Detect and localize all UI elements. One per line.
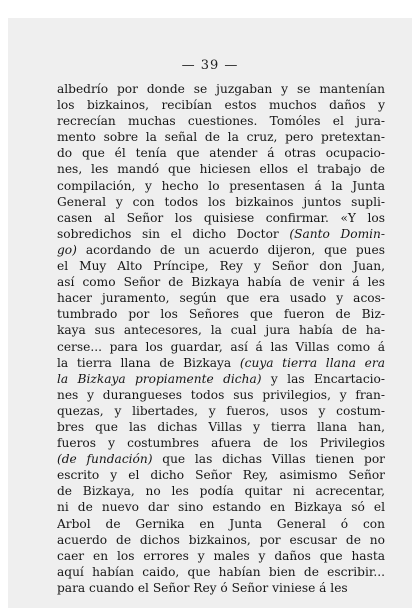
- text-line: [57, 290, 385, 306]
- text-segment: sobredichos sin el dicho Doctor: [57, 226, 290, 241]
- text-line: [57, 81, 385, 97]
- text-segment: el Muy Alto Príncipe, Rey y Señor don Juan,: [57, 259, 385, 274]
- text-line: [57, 403, 385, 419]
- text-segment: albedrío por donde se juzgaban y se mantenían: [57, 82, 385, 96]
- text-segment: aquí habían caido, que habían bien de escribir...: [57, 564, 385, 579]
- text-segment: bres que las dichas Villas y tierra llana han,: [57, 419, 385, 434]
- text-line: [57, 451, 385, 467]
- text-line: [57, 467, 385, 483]
- italic-text-segment: (cuya tierra llana era: [239, 355, 385, 370]
- text-line: [57, 178, 385, 194]
- text-line: [57, 499, 385, 515]
- text-line: [57, 419, 385, 435]
- text-segment: escrito y el dicho Señor Rey, asimismo Señor: [57, 468, 385, 483]
- text-line: [57, 532, 385, 548]
- text-line: [57, 435, 385, 451]
- text-line: [57, 322, 385, 338]
- text-line: [57, 226, 385, 242]
- text-segment: mento sobre la señal de la cruz, pero pretextan-: [57, 130, 385, 145]
- text-line: [57, 483, 385, 499]
- text-line: [57, 258, 385, 274]
- text-line: [57, 194, 385, 210]
- text-line: [57, 339, 385, 355]
- text-segment: cerse... para los guardar, así á las Villas como á: [57, 339, 385, 354]
- text-segment: ni de nuevo dar sino estando en Bizkaya só el: [57, 500, 385, 515]
- italic-text-segment: (de fundación): [57, 452, 153, 467]
- text-segment: fueros y costumbres afuera de los Privilegios: [57, 436, 385, 451]
- text-line: [57, 210, 385, 226]
- text-line: [57, 97, 385, 113]
- text-line: [57, 274, 385, 290]
- body-text: [57, 81, 385, 596]
- text-segment: nes, les mandó que hiciesen ellos el trabajo de: [57, 162, 385, 177]
- text-segment: nes y durangueses todos sus privilegios, y fran-: [57, 387, 385, 402]
- page-number: — 39 —: [181, 58, 239, 73]
- text-segment: General y con todos los bizkainos juntos supli-: [57, 194, 385, 209]
- text-segment: así como Señor de Bizkaya había de venir á les: [57, 275, 385, 290]
- text-segment: acordando de un acuerdo dijeron, que pues: [76, 242, 385, 257]
- text-line: [57, 161, 385, 177]
- text-segment: Arbol de Gernika en Junta General ó con: [57, 516, 385, 531]
- text-segment: kaya sus antecesores, la cual jura había de ha-: [57, 323, 385, 338]
- text-segment: do que él tenía que atender á otras ocupacio-: [57, 146, 385, 161]
- text-segment: la tierra llana de Bizkaya: [57, 355, 240, 370]
- text-segment: de Bizkaya, no les podía quitar ni acrecentar,: [57, 484, 385, 499]
- text-segment: que las dichas Villas tienen por: [152, 452, 385, 467]
- text-line: [57, 580, 385, 596]
- text-segment: hacer juramento, según que era usado y acos-: [57, 291, 385, 306]
- text-line: [57, 129, 385, 145]
- text-line: [57, 145, 385, 161]
- italic-text-segment: (Santo Domin-: [289, 226, 385, 241]
- text-line: [57, 387, 385, 403]
- book-page: [8, 18, 412, 608]
- italic-text-segment: go): [57, 242, 77, 257]
- text-segment: quezas, y libertades, y fueros, usos y costum-: [57, 403, 385, 418]
- text-segment: caer en los errores y males y daños que hasta: [57, 548, 385, 563]
- text-segment: y las Encartacio-: [261, 371, 385, 386]
- text-line: [57, 242, 385, 258]
- text-segment: casen al Señor los quisiese confirmar. «Y los: [57, 210, 385, 225]
- text-segment: recrecían muchas cuestiones. Tomóles el jura-: [57, 114, 385, 129]
- text-segment: los bizkainos, recibían estos muchos daños y: [57, 98, 385, 113]
- text-line: [57, 371, 385, 387]
- text-segment: acuerdo de dichos bizkainos, por escusar de no: [57, 532, 385, 547]
- text-line: [57, 355, 385, 371]
- text-line: [57, 516, 385, 532]
- text-line: [57, 564, 385, 580]
- text-line: [57, 113, 385, 129]
- text-segment: compilación, y hecho lo presentasen á la Junta: [57, 178, 385, 193]
- italic-text-segment: la Bizkaya propiamente dicha): [57, 371, 262, 386]
- text-line: [57, 548, 385, 564]
- text-line: [57, 306, 385, 322]
- text-segment: tumbrado por los Señores que fueron de Biz-: [57, 307, 385, 322]
- text-segment: para cuando el Señor Rey ó Señor viniese á les: [57, 580, 348, 595]
